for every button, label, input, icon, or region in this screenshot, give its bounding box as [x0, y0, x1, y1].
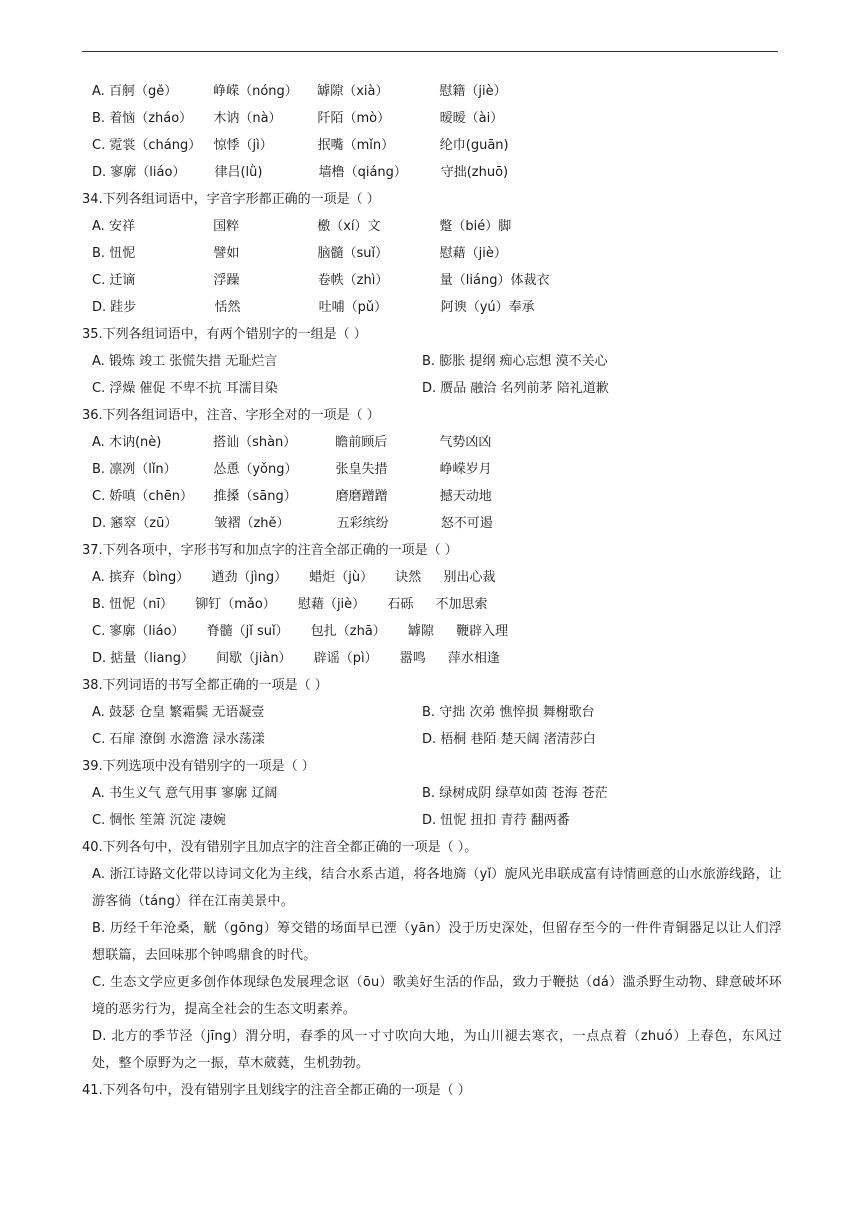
- option-item: 脑髓（suǐ）: [317, 246, 389, 261]
- option-item: 量（liáng）体裁衣: [439, 273, 550, 288]
- option-text: 浙江诗路文化带以诗词文化为主线，结合水系古道，将各地旖（yǐ）旎风光串联成富有诗情画意的山水旅游线路，让游客徜（táng）徉在江南美景中。: [92, 867, 782, 909]
- option-label: C.: [92, 273, 106, 288]
- option-item: 罅隙（xià）: [317, 84, 389, 99]
- option-item: 阿谀（yú）奉承: [440, 300, 535, 315]
- option-item: 吐哺（pǔ）: [318, 300, 388, 315]
- option-item: 律吕(lǜ): [214, 165, 263, 180]
- option-item: 凛冽（lǐn）: [109, 462, 177, 477]
- option-item: 别出心裁: [443, 570, 496, 585]
- option-item: 跬步: [110, 300, 137, 315]
- q37-option-b: [82, 591, 782, 618]
- option-item: 撼天动地: [439, 489, 492, 504]
- option-label: D.: [422, 732, 437, 747]
- q33-option-a: [82, 78, 782, 105]
- q34-option-c: [82, 267, 782, 294]
- option-item: 摈弃（bìng）: [108, 570, 190, 585]
- q36-option-c: [82, 483, 782, 510]
- q39-option-a: [92, 780, 422, 807]
- option-label: B.: [92, 111, 106, 126]
- option-item: 遒劲（jìng）: [211, 570, 288, 585]
- option-label: A.: [92, 435, 105, 450]
- option-label: B.: [92, 462, 106, 477]
- option-text: 鼓瑟 仓皇 繁霜鬓 无语凝壹: [108, 705, 265, 720]
- q37-stem: 37.下列各项中，字形书写和加点字的注音全部正确的一项是（ ）: [82, 543, 458, 558]
- option-item: 檄（xí）文: [317, 219, 381, 234]
- option-item: 抿嘴（mǐn）: [317, 138, 395, 153]
- option-label: A.: [92, 705, 105, 720]
- q40-option-d: [82, 1023, 782, 1077]
- option-label: D.: [92, 516, 107, 531]
- q35-stem: 35.下列各组词语中，有两个错别字的一组是（ ）: [82, 327, 367, 342]
- q35-options-row2: [82, 375, 782, 402]
- q33-option-c: [82, 132, 782, 159]
- option-item: 罅隙: [407, 624, 434, 639]
- q38-options-row2: [82, 726, 782, 753]
- q38-option-b: [422, 699, 752, 726]
- option-item: 峥嵘（nóng）: [213, 84, 298, 99]
- q33-options: [82, 78, 782, 186]
- option-item: 搭讪（shàn）: [213, 435, 297, 450]
- q35-option-a: [92, 348, 422, 375]
- q39-option-c: [92, 807, 422, 834]
- option-label: A.: [92, 354, 105, 369]
- option-item: 铆钉（mǎo）: [195, 597, 276, 612]
- option-item: 脊髓（jǐ suǐ）: [206, 624, 289, 639]
- option-text: 忸怩 扭扣 青荇 翻两番: [440, 813, 570, 828]
- q36-option-b: [82, 456, 782, 483]
- option-label: B.: [422, 786, 436, 801]
- option-item: 暧暧（ài）: [439, 111, 504, 126]
- q38-option-c: [92, 726, 422, 753]
- option-label: A.: [92, 84, 105, 99]
- q39-option-d: [422, 807, 752, 834]
- option-label: B.: [92, 597, 106, 612]
- option-item: 不加思索: [435, 597, 488, 612]
- option-label: C.: [92, 975, 106, 990]
- option-label: D.: [92, 1029, 107, 1044]
- option-text: 浮燥 催促 不卑不抗 耳濡目染: [109, 381, 278, 396]
- option-item: 木讷(nè): [108, 435, 162, 450]
- option-item: 掂量（liang）: [110, 651, 194, 666]
- q40-option-b: [82, 915, 782, 969]
- option-item: 木讷（nà）: [213, 111, 282, 126]
- option-text: 生态文学应更多创作体现绿色发展理念讴（ōu）歌美好生活的作品，致力于鞭挞（dá）滥杀野生动物、肆意破坏环境的恶劣行为，提高全社会的生态文明素养。: [92, 975, 782, 1017]
- option-item: 鞭辟入理: [456, 624, 509, 639]
- option-item: 阡陌（mò）: [317, 111, 391, 126]
- q39-stem: 39.下列选项中没有错别字的一项是（ ）: [82, 759, 315, 774]
- option-label: C.: [92, 732, 106, 747]
- q37-option-d: [82, 645, 782, 672]
- option-item: 霓裳（cháng）: [109, 138, 202, 153]
- q38-stem: 38.下列词语的书写全都正确的一项是（ ）: [82, 678, 328, 693]
- q38-option-a: [92, 699, 422, 726]
- option-label: D.: [92, 651, 107, 666]
- q35-option-d: [422, 375, 752, 402]
- option-item: 石砾: [387, 597, 414, 612]
- q40-stem: 40.下列各句中，没有错别字且加点字的注音全都正确的一项是（ ）。: [82, 840, 478, 855]
- option-item: 墙橹（qiáng）: [318, 165, 407, 180]
- option-label: D.: [422, 381, 437, 396]
- q34-option-a: [82, 213, 782, 240]
- option-label: A.: [92, 786, 105, 801]
- option-text: 膨胀 提纲 痴心忘想 漠不关心: [439, 354, 608, 369]
- q40-option-a: [82, 861, 782, 915]
- option-item: 卷帙（zhì）: [317, 273, 389, 288]
- q34-stem: 34.下列各组词语中，字音字形都正确的一项是（ ）: [82, 192, 380, 207]
- option-label: B.: [422, 354, 436, 369]
- option-item: 萍水相逢: [447, 651, 500, 666]
- option-label: A.: [92, 570, 105, 585]
- q36-option-a: [82, 429, 782, 456]
- option-item: 嚣鸣: [399, 651, 426, 666]
- option-label: C.: [92, 813, 106, 828]
- option-item: 磨磨蹭蹭: [335, 489, 388, 504]
- option-label: A.: [92, 867, 106, 882]
- option-item: 窸窣（zū）: [110, 516, 178, 531]
- option-item: 慰藉（jiè）: [297, 597, 366, 612]
- option-text: 梧桐 巷陌 楚天阔 渚清莎白: [440, 732, 596, 747]
- option-item: 怒不可遏: [440, 516, 493, 531]
- option-text: 北方的季节泾（jīng）渭分明，春季的风一寸寸吹向大地，为山川褪去寒衣，一点点着（zhuó）上春色，东风过处，整个原野为之一振，草木葳蕤，生机勃勃。: [92, 1029, 782, 1071]
- option-text: 书生义气 意气用事 寥廓 辽阔: [108, 786, 278, 801]
- option-item: 国粹: [213, 219, 240, 234]
- option-text: 绿树成阴 绿草如茵 苍海 苍茫: [439, 786, 608, 801]
- option-label: C.: [92, 624, 106, 639]
- q40-option-c: [82, 969, 782, 1023]
- q37-option-c: [82, 618, 782, 645]
- option-item: 娇嗔（chēn）: [109, 489, 193, 504]
- q35-option-c: [92, 375, 422, 402]
- q34-option-b: [82, 240, 782, 267]
- option-label: B.: [422, 705, 436, 720]
- option-item: 推搡（sāng）: [213, 489, 297, 504]
- option-item: 慰籍（jiè）: [439, 84, 507, 99]
- option-item: 寥廓（liáo）: [110, 165, 186, 180]
- option-item: 纶巾(guān): [439, 138, 509, 153]
- option-text: 赝品 融洽 名列前茅 陪礼道歉: [440, 381, 609, 396]
- option-item: 百舸（gě）: [108, 84, 178, 99]
- option-item: 恬然: [214, 300, 241, 315]
- q35-option-b: [422, 348, 752, 375]
- option-label: A.: [92, 219, 105, 234]
- option-item: 忸怩: [109, 246, 136, 261]
- option-item: 峥嵘岁月: [439, 462, 492, 477]
- option-item: 气势凶凶: [439, 435, 492, 450]
- option-item: 蜡炬（jù）: [309, 570, 374, 585]
- q33-option-b: [82, 105, 782, 132]
- q41-stem: 41.下列各句中，没有错别字且划线字的注音全都正确的一项是（ ）: [82, 1083, 471, 1098]
- option-item: 迁谪: [109, 273, 136, 288]
- option-text: 惆怅 笙箫 沉淀 凄婉: [109, 813, 226, 828]
- q36-stem: 36.下列各组词语中，注音、字形全对的一项是（ ）: [82, 408, 380, 423]
- q39-options-row1: [82, 780, 782, 807]
- option-item: 张皇失措: [335, 462, 388, 477]
- q39-option-b: [422, 780, 752, 807]
- q38-option-d: [422, 726, 752, 753]
- q37-option-a: [82, 564, 782, 591]
- option-text: 守拙 次弟 憔悴损 舞榭歌台: [439, 705, 595, 720]
- option-text: 石扉 潦倒 水澹澹 渌水荡漾: [109, 732, 265, 747]
- option-item: 浮躁: [213, 273, 240, 288]
- option-item: 皱褶（zhě）: [214, 516, 290, 531]
- option-label: C.: [92, 489, 106, 504]
- q33-option-d: [82, 159, 782, 186]
- option-item: 忸怩（nī）: [109, 597, 174, 612]
- option-label: B.: [92, 921, 106, 936]
- option-label: D.: [92, 300, 107, 315]
- header-rule: [82, 51, 778, 52]
- option-label: D.: [92, 165, 107, 180]
- q34-option-d: [82, 294, 782, 321]
- option-label: C.: [92, 138, 106, 153]
- option-item: 五彩缤纷: [336, 516, 389, 531]
- option-item: 譬如: [213, 246, 240, 261]
- option-item: 包扎（zhā）: [310, 624, 386, 639]
- q35-options-row1: [82, 348, 782, 375]
- option-item: 守拙(zhuō): [440, 165, 509, 180]
- option-label: C.: [92, 381, 106, 396]
- option-label: D.: [422, 813, 437, 828]
- q38-options-row1: [82, 699, 782, 726]
- option-text: 历经千年沧桑，觥（gōng）筹交错的场面早已湮（yān）没于历史深处，但留存至今的一件件青铜器足以让人们浮想联篇，去回味那个钟鸣鼎食的时代。: [92, 921, 782, 963]
- option-text: 锻炼 竣工 张慌失措 无耻烂言: [108, 354, 278, 369]
- q39-options-row2: [82, 807, 782, 834]
- option-item: 间歇（jiàn）: [216, 651, 292, 666]
- option-item: 怂恿（yǒng）: [213, 462, 298, 477]
- option-item: 辟谣（pì）: [313, 651, 378, 666]
- option-item: 瞻前顾后: [335, 435, 388, 450]
- option-item: 诀然: [395, 570, 422, 585]
- option-item: 着恼（zháo）: [109, 111, 193, 126]
- q36-option-d: [82, 510, 782, 537]
- option-item: 寥廓（liáo）: [109, 624, 185, 639]
- option-item: 慰藉（jiè）: [439, 246, 507, 261]
- option-item: 蹩（bié）脚: [439, 219, 512, 234]
- option-item: 安祥: [108, 219, 135, 234]
- option-item: 惊悸（jì）: [213, 138, 273, 153]
- exam-page: [82, 78, 782, 1104]
- option-label: B.: [92, 246, 106, 261]
